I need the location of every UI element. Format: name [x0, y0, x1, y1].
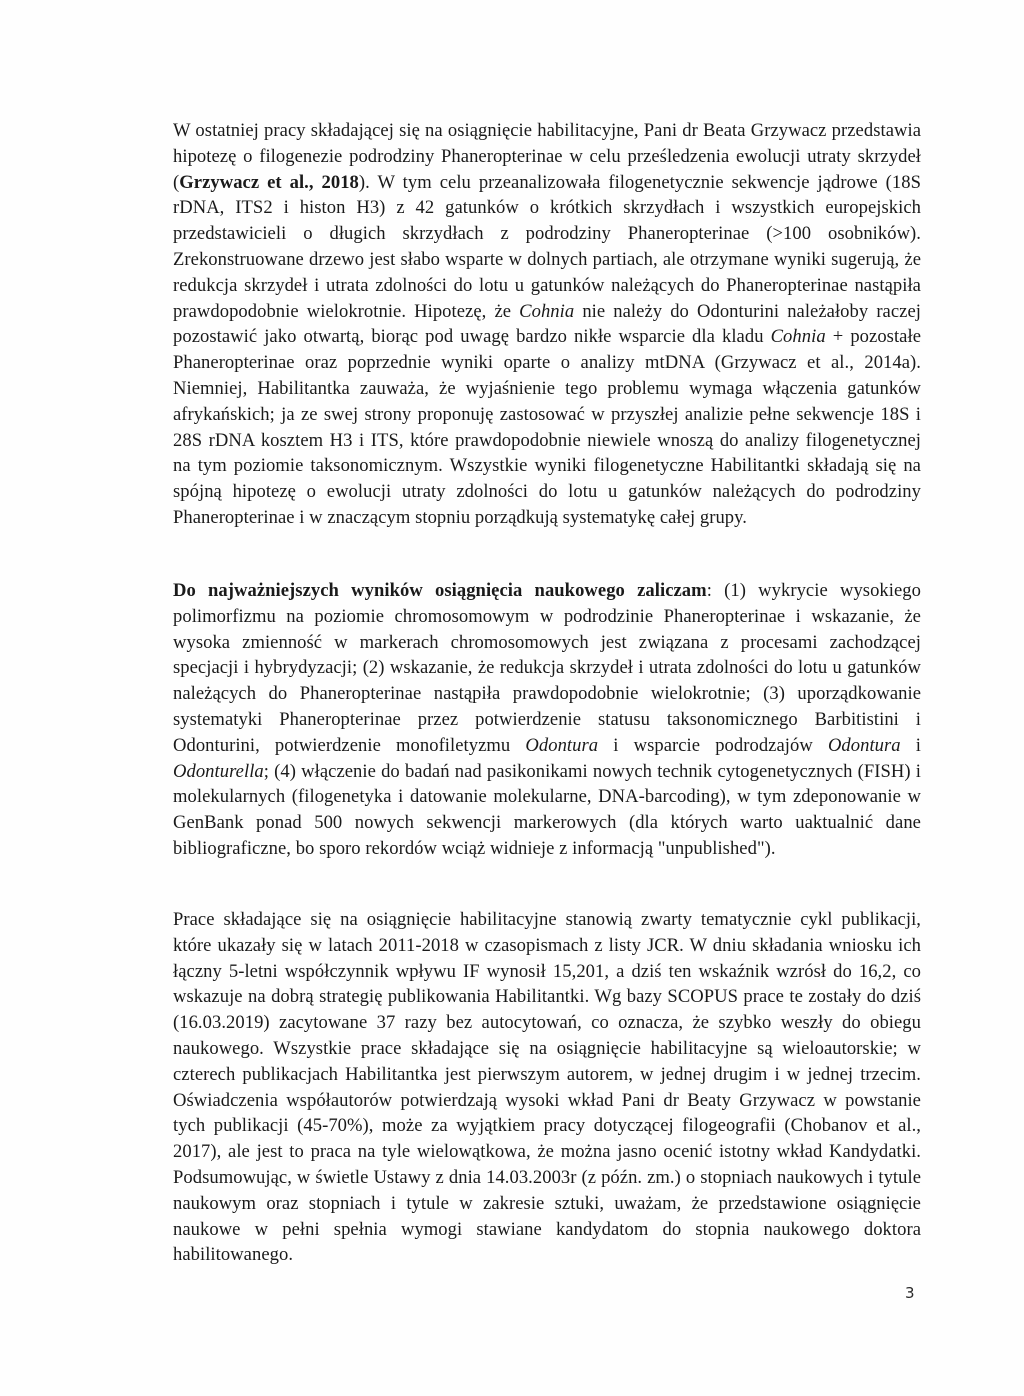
paragraph-text — [173, 907, 921, 1268]
text-run: ; (4) włączenie do badań nad pasikonikami nowych technik cytogenetycznych (FISH) i molekularnych (filogenetyka i datowanie molekularne, DNA-barcoding), w tym zdeponowanie w GenBank ponad 500 nowych sekwencji markerowych (dla których warto uaktualnić dane bibliograficzne, bo sporo rekordów wciąż widnieje z informacją "unpublished"). — [173, 760, 921, 859]
page-number: 3 — [905, 1284, 915, 1302]
text-run: : (1) wykrycie wysokiego polimorfizmu na poziomie chromosomowym w podrodzinie Phaneropterinae i wskazanie, że wysoka zmienność w markerach chromosomowych jest związana z procesami zachodzącej specjacji i hybrydyzacji; (2) wskazanie, że redukcja skrzydeł i utrata zdolności do lotu u gatunków należących do Phaneropterinae nastąpiła prawdopodobnie wielokrotnie; (3) uporządkowanie systematyki Phaneropterinae przez potwierdzenie statusu taksonomicznego Barbitistini i Odonturini, potwierdzenie monofiletyzmu — [173, 580, 921, 756]
paragraph-text — [173, 578, 921, 862]
italic-taxon-name: Odontura — [827, 734, 901, 756]
paragraph-conclusion — [173, 907, 921, 1268]
paragraph-text — [173, 118, 921, 531]
text-run: + pozostałe Phaneropterinae oraz poprzednie wyniki oparte o analizy mtDNA (Grzywacz et al., 2014a). Niemniej, Habilitantka zauważa, że wyjaśnienie tego problemu wymaga włączenia gatunków afrykańskich; ja ze swej strony proponuję zastosować w przyszłej analizie pełne sekwencje 18S i 28S rDNA kosztem H3 i ITS, które prawdopodobnie niewiele wnoszą do analizy filogenetycznej na tym poziomie taksonomicznym. Wszystkie wyniki filogenetyczne Habilitantki składają się na spójną hipotezę o ewolucji utraty zdolności do lotu u gatunków należących do podrodziny Phaneropterinae i w znaczącym stopniu porządkują systematykę całej grupy. — [173, 326, 921, 528]
paragraph-key-results — [173, 578, 921, 862]
text-run: nie należy do Odonturini należałoby raczej pozostawić jako otwartą, biorąc pod uwagę bardzo nikłe wsparcie dla kladu — [173, 300, 921, 348]
italic-taxon-name: Cohnia — [770, 326, 826, 348]
paragraph-phylogeny-summary — [173, 118, 921, 531]
italic-taxon-name: Odonturella — [173, 760, 264, 782]
bold-text: Do najważniejszych wyników osiągnięcia naukowego zaliczam — [173, 580, 707, 601]
italic-taxon-name: Odontura — [525, 734, 599, 756]
text-run: ). W tym celu przeanalizowała filogenetycznie sekwencje jądrowe (18S rDNA, ITS2 i histon H3) z 42 gatunków o krótkich skrzydłach i wszystkich europejskich przedstawicieli o długich skrzydłach z podrodziny Phaneropterinae (>100 osobników). Zrekonstruowane drzewo jest słabo wsparte w dolnych partiach, ale otrzymane wyniki sugerują, że redukcja skrzydeł i utrata zdolności do lotu u gatunków należących do Phaneropterinae nastąpiła prawdopodobnie wielokrotnie. Hipotezę, że — [173, 171, 921, 322]
bold-text: Grzywacz et al., 2018 — [179, 171, 359, 193]
italic-taxon-name: Cohnia — [519, 300, 575, 322]
text-run: i wsparcie podrodzajów — [598, 734, 828, 756]
text-run: W ostatniej pracy składającej się na osiągnięcie habilitacyjne, Pani dr Beata Grzywacz przedstawia hipotezę o filogenezie podrodziny Phaneropterinae w celu prześledzenia ewolucji utraty skrzydeł ( — [173, 120, 921, 193]
text-run: i — [900, 734, 921, 756]
text-run: Prace składające się na osiągnięcie habilitacyjne stanowią zwarty tematycznie cykl publikacji, które ukazały się w latach 2011-2018 w czasopismach z listy JCR. W dniu składania wniosku ich łączny 5-letni współczynnik wpływu IF wynosił 15,201, a dziś ten wskaźnik wzrósł do 16,2, co wskazuje na dobrą strategię publikowania Habilitantki. Wg bazy SCOPUS prace te zostały do dziś (16.03.2019) zacytowane 37 razy bez autocytowań, co oznacza, że szybko weszły do obiegu naukowego. Wszystkie prace składające się na osiągnięcie habilitacyjne są wieloautorskie; w czterech publikacjach Habilitantka jest pierwszym autorem, w jednej drugim i w jednej trzecim. Oświadczenia współautorów potwierdzają wysoki wkład Pani dr Beaty Grzywacz w powstanie tych publikacji (45-70%), może za wyjątkiem pracy dotyczącej filogeografii (Chobanov et al., 2017), ale jest to praca na tyle wielowątkowa, że można jasno ocenić istotny wkład Kandydatki. Podsumowując, w świetle Ustawy z dnia 14.03.2003r (z późn. zm.) o stopniach naukowych i tytule naukowym oraz stopniach i tytule w zakresie sztuki, uważam, że przedstawione osiągnięcie naukowe w pełni spełnia wymogi stawiane kandydatom do stopnia naukowego doktora habilitowanego. — [173, 909, 921, 1266]
